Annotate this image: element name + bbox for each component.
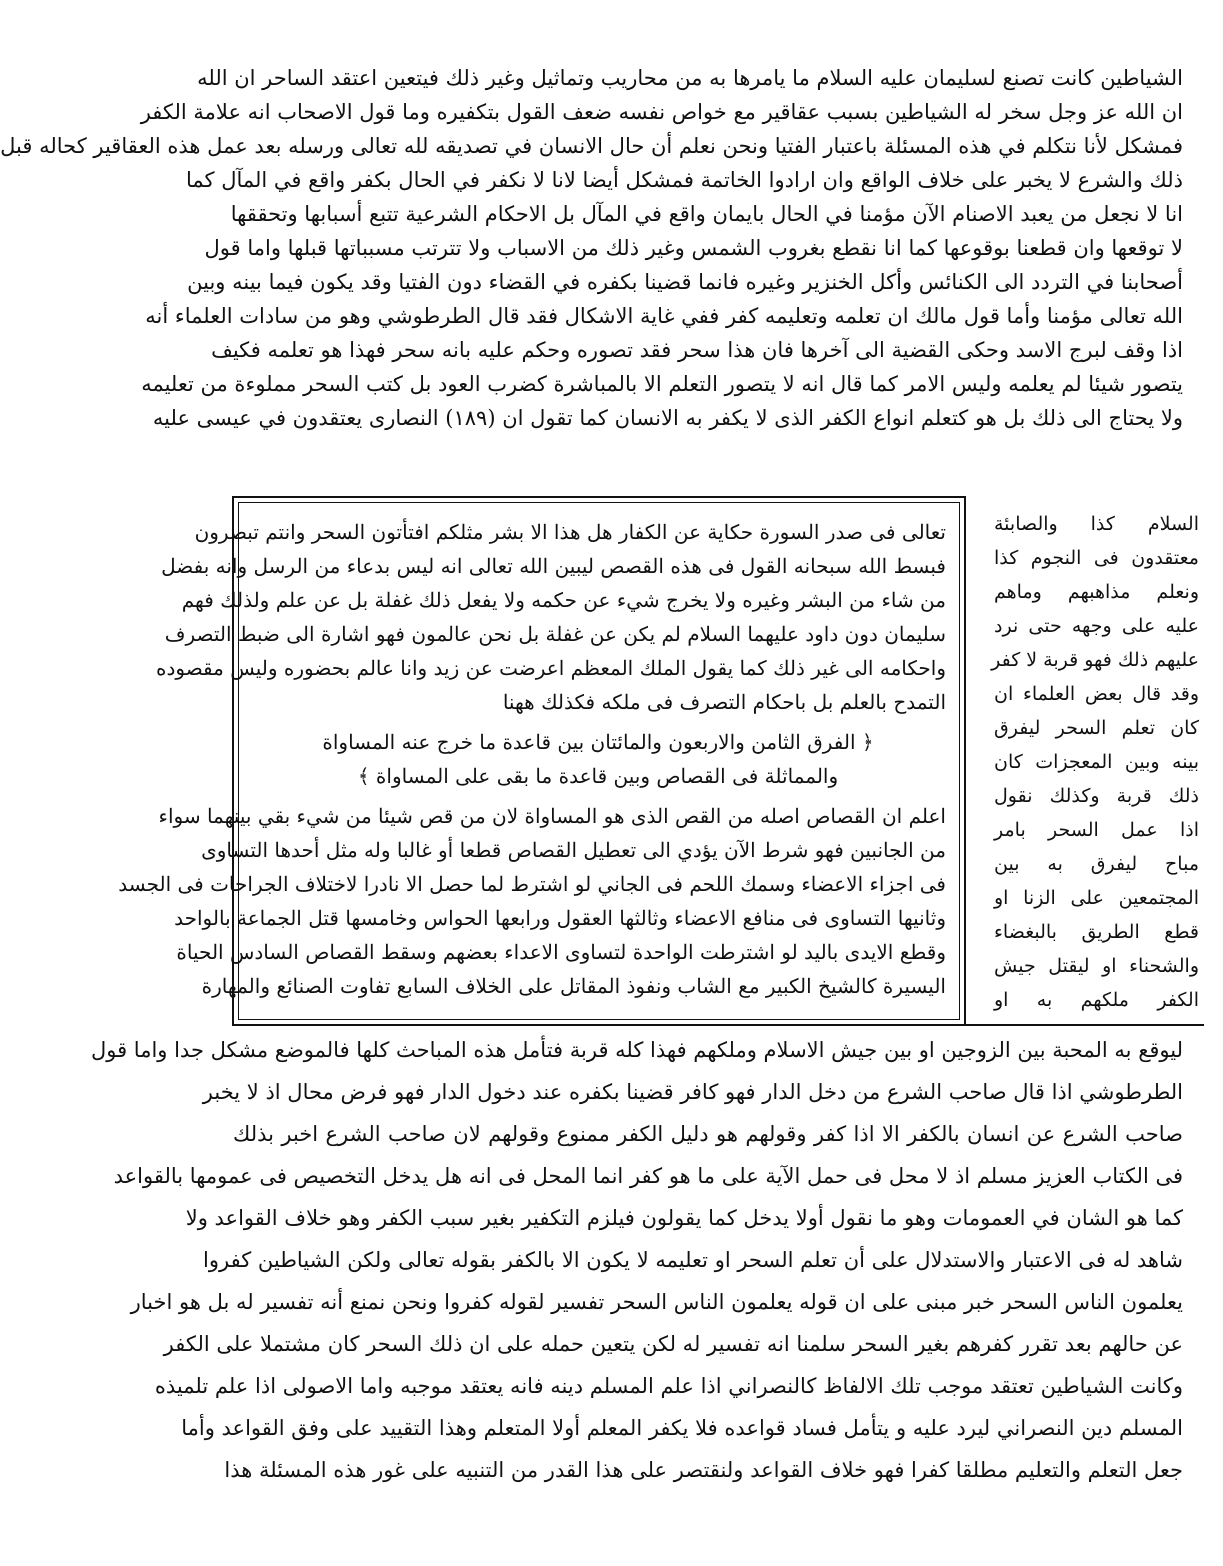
side-line: السلام كذا والصابئة (994, 513, 1199, 535)
text-line: لا توقعها وان قطعنا بوقوعها كما انا نقطع بغروب الشمس وغير ذلك من الاسباب ولا تترتب مسبباتها قبلها واما قول (204, 236, 1183, 260)
box-line: واحكامه الى غير ذلك كما يقول الملك المعظم اعرضت عن زيد وانا عالم بحضوره وليس مقصوده (155, 656, 946, 680)
section-heading: والمماثلة فى القصاص وبين قاعدة ما بقى على المساواة ﴾ (357, 764, 839, 788)
text-line: وكانت الشياطين تعتقد موجب تلك الالفاظ كالنصراني اذا علم المسلم دينه فانه يعتقد موجبه واما الاصولى اذا علم تلميذه (154, 1374, 1183, 1398)
text-line: أصحابنا في التردد الى الكنائس وأكل الخنزير وغيره فانما قضينا بكفره في القضاء دون الفتيا وقد يكون فيما بينه وبين (187, 270, 1183, 294)
text-line: المسلم دين النصراني ليرد عليه و يتأمل فساد قواعده فلا يكفر المعلم أولا المتعلم وهذا التقييد على وفق القواعد وأما (181, 1416, 1183, 1440)
box-line: تعالى فى صدر السورة حكاية عن الكفار هل هذا الا بشر مثلكم افتأتون السحر وانتم تبصرون (194, 520, 946, 544)
text-line: شاهد له فى الاعتبار والاستدلال على أن تعلم السحر او تعليمه لا يكون الا بالكفر بقوله تعالى ولكن الشياطين كفروا (203, 1248, 1183, 1272)
text-line: ليوقع به المحبة بين الزوجين او بين جيش الاسلام وملكهم فهذا كله قربة فتأمل هذه المباحث كلها فالموضع مشكل جدا واما قول (90, 1038, 1183, 1062)
text-line: ولا يحتاج الى ذلك بل هو كتعلم انواع الكفر الذى لا يكفر به الانسان كما تقول ان (١٨٩) النصارى يعتقدون في عيسى عليه (152, 406, 1183, 430)
side-line: عليهم ذلك فهو قربة لا كفر (991, 649, 1199, 671)
side-line: بينه وبين المعجزات كان (994, 751, 1199, 773)
text-line: فى الكتاب العزيز مسلم اذ لا محل فى حمل الآية على ما هو كفر انما المحل فى انه هل يدخل التخصيص فى عمومها بالقواعد (113, 1164, 1183, 1188)
text-line: يعلمون الناس السحر خبر مبنى على ان قوله يعلمون الناس السحر تفسير لقوله كفروا ونحن نمنع أنه تفسير له بل هو اخبار (130, 1290, 1183, 1314)
box-line: فبسط الله سبحانه القول فى هذه القصص ليبين الله تعالى انه ليس بدعاء من الرسل وانه بفضل (161, 554, 946, 578)
side-line: عليه على وجهه حتى نرد (994, 615, 1199, 637)
text-line: جعل التعلم والتعليم مطلقا كفرا فهو خلاف القواعد ولنقتصر على هذا القدر من التنبيه على غور هذه المسئلة هذا (224, 1458, 1183, 1482)
side-line: المجتمعين على الزنا او (994, 887, 1199, 909)
box-line: سليمان دون داود عليهما السلام لم يكن عن غفلة بل نحن عالمون فهو اشارة الى ضبط التصرف (164, 622, 946, 646)
box-line: فى اجزاء الاعضاء وسمك اللحم فى الجاني لو اشترط لما حصل الا نادرا لاختلاف الجراحات فى الجسد (118, 872, 946, 896)
box-line: وثانيها التساوى فى منافع الاعضاء وثالثها العقول ورابعها الحواس وخامسها قتل الجماعة بالواحد (174, 906, 946, 930)
side-line: معتقدون فى النجوم كذا (994, 547, 1199, 569)
side-line: ذلك قربة وكذلك نقول (994, 785, 1199, 807)
text-line: كما هو الشان في العمومات وهو ما نقول أولا يدخل كما يقولون فيلزم التكفير بغير سبب الكفر وهو خلاف القواعد ولا (185, 1206, 1183, 1230)
text-line: عن حالهم بعد تقرر كفرهم بغير السحر سلمنا انه تفسير له لكن يتعين حمله على ان ذلك السحر كان مشتملا على الكفر (163, 1332, 1183, 1356)
text-line: فمشكل لأنا نتكلم في هذه المسئلة باعتبار الفتيا ونحن نعلم أن حال الانسان في تصديقه لله تعالى ورسله بعد عمل هذه العقاقير كحاله قبل (0, 134, 1183, 158)
box-line: من شاء من البشر وغيره ولا يخرج شيء عن حكمه ولا يفعل ذلك غفلة بل عن علم ولذلك فهم (181, 588, 946, 612)
side-line: مباح ليفرق به بين (994, 853, 1199, 875)
framed-commentary-box (118, 496, 966, 1026)
side-line: ونعلم مذاهبهم وماهم (994, 581, 1199, 603)
text-line: الشياطين كانت تصنع لسليمان عليه السلام ما يامرها به من محاريب وتماثيل وغير ذلك فيتعين اعتقد الساحر ان الله (197, 66, 1183, 90)
side-line: الكفر ملكهم به او (994, 989, 1199, 1011)
divider-rule (232, 1024, 1204, 1026)
side-line: كان تعلم السحر ليفرق (994, 717, 1199, 739)
side-line: وقد قال بعض العلماء ان (994, 683, 1199, 705)
box-line: من الجانبين فهو شرط الآن يؤدي الى تعطيل القصاص قطعا أو غالبا وله مثل أحدها التساوى (201, 838, 946, 862)
text-line: اذا وقف لبرج الاسد وحكى القضية الى آخرها فان هذا سحر فقد تصوره وحكم عليه بانه سحر فهذا هو تعلمه فكيف (211, 338, 1183, 362)
text-line: ان الله عز وجل سخر له الشياطين بسبب عقاقير مع خواص نفسه ضعف القول بتكفيره وما قول الاصحاب انه علامة الكفر (140, 100, 1183, 124)
box-line: التمدح بالعلم بل باحكام التصرف فى ملكه فكذلك ههنا (502, 690, 946, 714)
text-line: ذلك والشرع لا يخبر على خلاف الواقع وان ارادوا الخاتمة فمشكل أيضا لانا لا نكفر في الحال بكفر واقع في المآل كما (185, 168, 1183, 192)
section-heading: ﴿ الفرق الثامن والاربعون والمائتان بين قاعدة ما خرج عنه المساواة (322, 730, 874, 754)
side-line: والشحناء او ليقتل جيش (994, 955, 1199, 977)
side-line: اذا عمل السحر بامر (994, 819, 1199, 841)
box-line: اليسيرة كالشيخ الكبير مع الشاب ونفوذ المقاتل على الخلاف السابع تفاوت الصنائع والمهارة (201, 974, 946, 998)
text-line: الله تعالى مؤمنا وأما قول مالك ان تعلمه وتعليمه كفر ففي غاية الاشكال فقد قال الطرطوشي وهو من سادات العلماء أنه (145, 304, 1183, 328)
side-line: قطع الطريق بالبغضاء (994, 921, 1199, 943)
text-line: انا لا نجعل من يعبد الاصنام الآن مؤمنا في الحال بايمان واقع في المآل بل الاحكام الشرعية تتبع أسبابها وتحققها (230, 202, 1183, 226)
text-line: يتصور شيئا لم يعلمه وليس الامر كما قال انه لا يتصور التعلم الا بالمباشرة كضرب العود بل كتب السحر مملوءة من تعليمه (141, 372, 1183, 396)
box-line: وقطع الايدى باليد لو اشترطت الواحدة لتساوى الاعداء بعضهم وسقط القصاص السادس الحياة (176, 940, 946, 964)
text-line: الطرطوشي اذا قال صاحب الشرع من دخل الدار فهو كافر قضينا بكفره عند دخول الدار فهو فرض محال اذ لا يخبر (202, 1080, 1183, 1104)
box-line: اعلم ان القصاص اصله من القص الذى هو المساواة لان من قص شيئا من شيء بقي بينهما سواء (158, 804, 946, 828)
text-line: صاحب الشرع عن انسان بالكفر الا اذا كفر وقولهم هو دليل الكفر ممنوع وقولهم لان صاحب الشرع اخبر بذلك (233, 1122, 1183, 1146)
